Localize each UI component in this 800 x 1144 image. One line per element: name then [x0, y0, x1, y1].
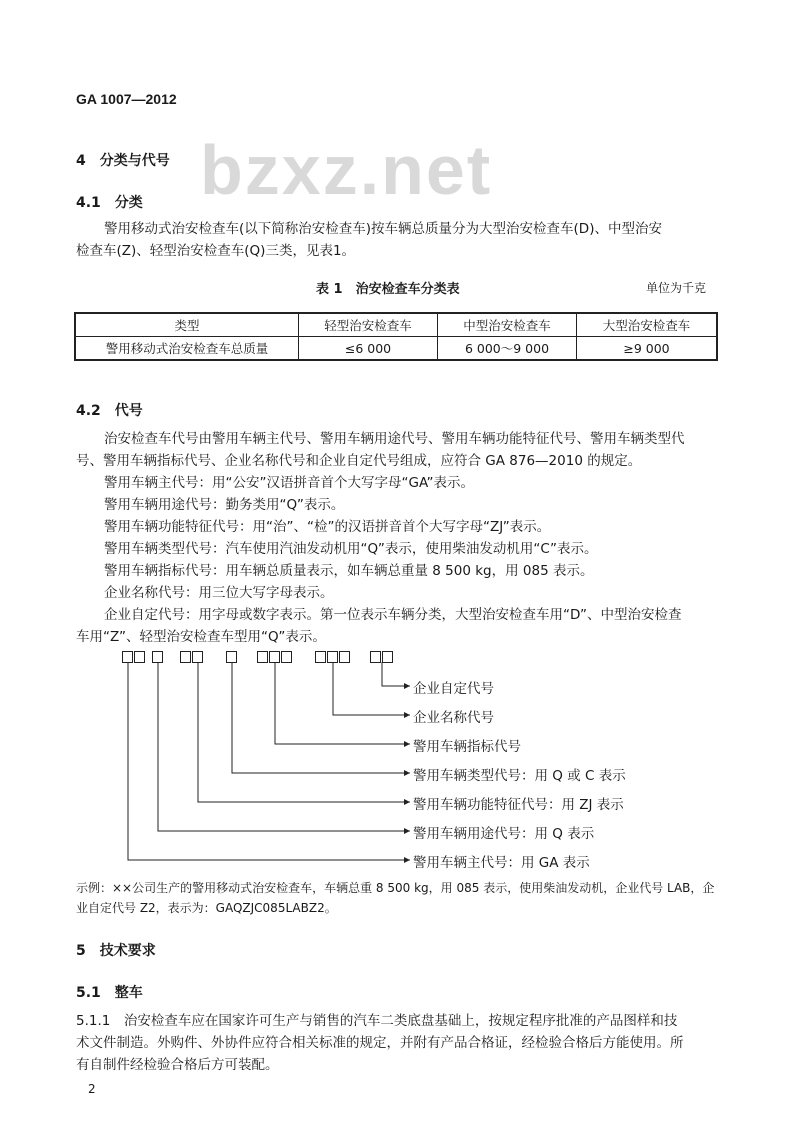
section-4-2-line: 警用车辆类型代号：汽车使用汽油发动机用“Q”表示，使用柴油发动机用“C”表示。 [104, 541, 598, 557]
table-header-cell: 轻型治安检查车 [299, 313, 438, 337]
section-4-2-title: 4.2 代号 [76, 403, 143, 419]
example-line1: 示例：××公司生产的警用移动式治安检查车，车辆总重 8 500 kg，用 085 表示，使用柴油发动机，企业代号 LAB，企 [76, 881, 715, 895]
section-4-2-line: 警用车辆功能特征代号：用“治”、“检”的汉语拼音首个大写字母“ZJ”表示。 [104, 519, 551, 535]
section-4-2-line: 企业自定代号：用字母或数字表示。第一位表示车辆分类，大型治安检查车用“D”、中型治安检查 [104, 607, 682, 623]
section-4-2-line: 警用车辆主代号：用“公安”汉语拼音首个大写字母“GA”表示。 [104, 475, 475, 491]
diagram-label: 警用车辆类型代号：用 Q 或 C 表示 [413, 768, 626, 784]
diagram-label: 警用车辆用途代号：用 Q 表示 [413, 826, 595, 842]
page-number: 2 [88, 1082, 96, 1096]
section-5-1-1-line2: 术文件制造。外购件、外协件应符合相关标准的规定，并附有产品合格证，经检验合格后方能使用。所 [76, 1035, 684, 1051]
section-4-2-line: 车用“Z”、轻型治安检查车型用“Q”表示。 [76, 629, 326, 645]
section-4-2-line: 治安检查车代号由警用车辆主代号、警用车辆用途代号、警用车辆功能特征代号、警用车辆类型代 [104, 431, 685, 447]
section-4-2-line: 企业名称代号：用三位大写字母表示。 [104, 585, 334, 601]
section-5-1-1-line3: 有自制件经检验合格后方可装配。 [76, 1057, 279, 1073]
section-5-title: 5 技术要求 [76, 943, 156, 959]
section-4-1-para-line2: 检查车(Z)、轻型治安检查车(Q)三类，见表1。 [76, 243, 356, 259]
table-cell: 6 000～9 000 [438, 337, 577, 361]
diagram-label: 警用车辆指标代号 [413, 739, 521, 755]
section-5-1-1-line1: 5.1.1 治安检查车应在国家许可生产与销售的汽车二类底盘基础上，按规定程序批准的产品图样和技 [76, 1013, 678, 1029]
table-header-cell: 类型 [75, 313, 299, 337]
table-header-cell: 中型治安检查车 [438, 313, 577, 337]
section-4-1-para-line1: 警用移动式治安检查车(以下简称治安检查车)按车辆总质量分为大型治安检查车(D)、中型治安 [104, 221, 662, 237]
section-4-2-line: 警用车辆用途代号：勤务类用“Q”表示。 [104, 497, 345, 513]
table-unit: 单位为千克 [646, 281, 707, 295]
table-caption: 表 1 治安检查车分类表 [316, 282, 460, 297]
table-cell: 警用移动式治安检查车总质量 [75, 337, 299, 361]
diagram-label: 警用车辆主代号：用 GA 表示 [413, 855, 590, 871]
document-code: GA 1007—2012 [76, 91, 177, 107]
diagram-label: 企业自定代号 [413, 681, 494, 697]
table-cell: ≥9 000 [577, 337, 718, 361]
section-4-1-title: 4.1 分类 [76, 195, 143, 211]
table-header-cell: 大型治安检查车 [577, 313, 718, 337]
section-5-1-title: 5.1 整车 [76, 985, 143, 1001]
diagram-label: 警用车辆功能特征代号：用 ZJ 表示 [413, 797, 624, 813]
section-4-2-line: 号、警用车辆指标代号、企业名称代号和企业自定代号组成，应符合 GA 876—2010 的规定。 [76, 453, 642, 469]
section-4-2-line: 警用车辆指标代号：用车辆总质量表示，如车辆总重量 8 500 kg，用 085 表示。 [104, 563, 594, 579]
diagram-label: 企业名称代号 [413, 710, 494, 726]
watermark: bzxz.net [200, 131, 493, 209]
example-line2: 业自定代号 Z2，表示为：GAQZJC085LABZ2。 [76, 901, 337, 915]
section-4-title: 4 分类与代号 [76, 153, 170, 169]
table-cell: ≤6 000 [299, 337, 438, 361]
